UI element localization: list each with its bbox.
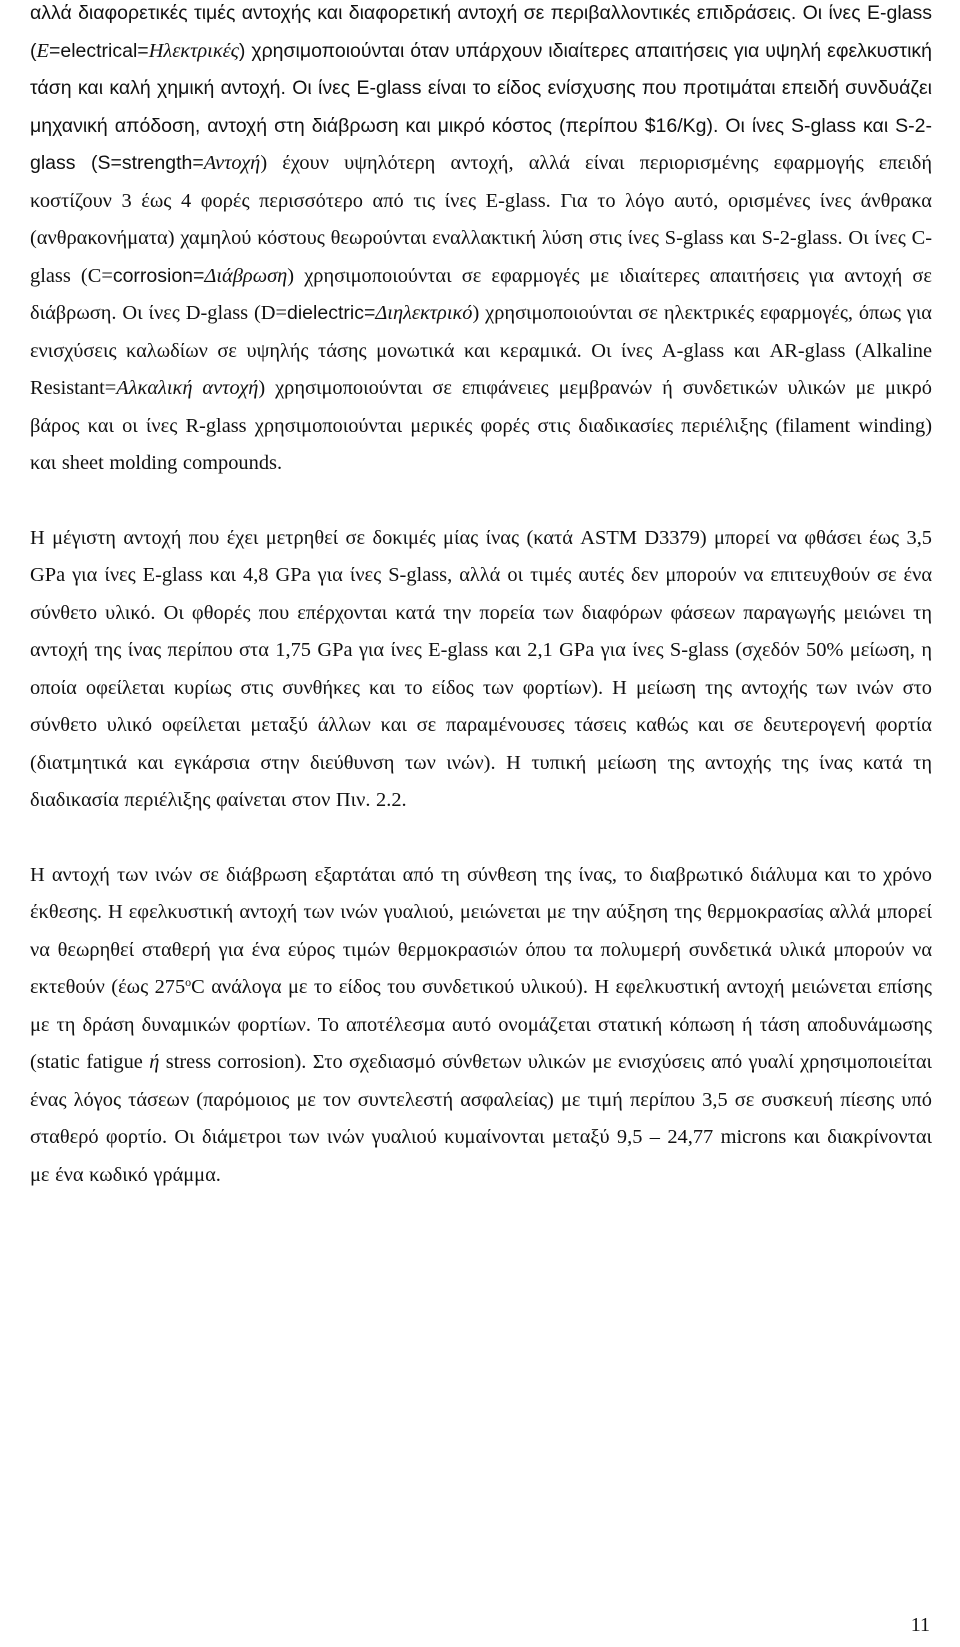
text-run: corrosion= <box>112 264 205 287</box>
paragraph-corrosion-resistance <box>30 857 932 1195</box>
text-run: Αλκαλική αντοχή <box>116 377 259 399</box>
text-run: Διάβρωση <box>204 264 288 287</box>
text-run: dielectric= <box>287 302 376 324</box>
text-run: ) χρησιμοποιούνται σε επιφάνειες μεμβρανών ή συνδετικών υλικών με μικρό βάρος και οι ίνες R-glass χρησιμοποιούνται μερικές φορές στις διαδικασίες περιέλιξης (filament winding) και sheet molding compounds. <box>30 377 933 474</box>
text-run: Αντοχή <box>203 152 261 174</box>
text-run: Ηλεκτρικές <box>148 39 239 62</box>
superscript-degree: o <box>185 974 192 989</box>
page-number: 11 <box>910 1614 930 1636</box>
text-run: ) χρησιμοποιούνται σε ηλεκτρικές εφαρμογές, όπως για ενισχύσεις καλωδίων σε υψηλής τάσης μονωτικά και κεραμικά. Οι ίνες A-glass και AR-glass (Alkaline Resistant= <box>30 302 932 399</box>
document-page <box>30 0 932 1194</box>
text-run: C ανάλογα με το είδος του συνδετικού υλικού). Η εφελκυστική αντοχή μειώνεται επίσης με τη δράση δυναμικών φορτίων. Το αποτέλεσμα αυτό ονομάζεται στατική κόπωση ή τάση αποδυνάμωσης (static fatigue <box>30 976 932 1073</box>
text-run: Διηλεκτρικό <box>375 302 473 324</box>
text-run: ) χρησιμοποιούνται σε εφαρμογές με ιδιαίτερες απαιτήσεις για αντοχή σε διάβρωση. Οι ίνες D-glass (D= <box>30 264 932 324</box>
text-run: stress corrosion). Στο σχεδιασμό σύνθετων υλικών με ενισχύσεις από γυαλί χρησιμοποιείται ένας λόγος τάσεων (παρόμοιος με τον συντελεστή ασφαλείας) με τιμή περίπου 3,5 σε συσκευή πίεσης υπό σταθερό φορτίο. Οι διάμετροι των ινών γυαλιού κυμαίνονται μεταξύ 9,5 – 24,77 microns και διακρίνονται με ένα κωδικό γράμμα. <box>30 1051 932 1186</box>
text-run: Η αντοχή των ινών σε διάβρωση εξαρτάται από τη σύνθεση της ίνας, το διαβρωτικό διάλυμα και το χρόνο έκθεσης. Η εφελκυστική αντοχή των ινών γυαλιού, μειώνεται με την αύξηση της θερμοκρασίας αλλά μπορεί να θεωρηθεί σταθερή για ένα εύρος τιμών θερμοκρασιών όπου τα πολυμερή συνδετικά υλικά μπορούν να εκτεθούν (έως 275 <box>30 863 932 998</box>
text-run: ) έχουν υψηλότερη αντοχή, αλλά είναι περιορισμένης εφαρμογής επειδή κοστίζουν 3 έως 4 φορές περισσότερο από τις ίνες E-glass. Για το λόγο αυτό, ορισμένες ίνες άνθρακα (ανθρακονήματα) χαμηλού κόστους θεωρούνται εναλλακτική λύση στις ίνες S-glass και S-2-glass. Οι ίνες C-glass (C= <box>30 152 932 287</box>
text-run: E <box>36 39 49 62</box>
paragraph-glass-fiber-types <box>30 0 932 483</box>
text-run: αλλά διαφορετικές τιμές αντοχής και διαφορετική αντοχή σε περιβαλλοντικές επιδράσεις. Οι ίνες E-glass ( <box>30 2 932 62</box>
text-run: =electrical= <box>48 39 149 62</box>
text-run: ή <box>149 1051 160 1073</box>
text-run: ) χρησιμοποιούνται όταν υπάρχουν ιδιαίτερες απαιτήσεις για υψηλή εφελκυστική τάση και καλή χημική αντοχή. Οι ίνες E-glass είναι το είδος ενίσχυσης που προτιμάται επειδή συνδυάζει μηχανική απόδοση, αντοχή στη διάβρωση και μικρό κόστος (περίπου $16/Kg). Οι ίνες S-glass και S-2-glass (S= <box>30 39 932 174</box>
paragraph-max-strength: Η μέγιστη αντοχή που έχει μετρηθεί σε δοκιμές μίας ίνας (κατά ASTM D3379) μπορεί να φθάσει έως 3,5 GPa για ίνες E-glass και 4,8 GPa για ίνες S-glass, αλλά οι τιμές αυτές δεν μπορούν να επιτευχθούν σε ένα σύνθετο υλικό. Οι φθορές που επέρχονται κατά την πορεία των διαφόρων φάσεων παραγωγής μειώνει τη αντοχή της ίνας περίπου στα 1,75 GPa για ίνες E-glass και 2,1 GPa για ίνες S-glass (σχεδόν 50% μείωση, η οποία οφείλεται κυρίως στις συνθήκες και το είδος των φορτίων). Η μείωση της αντοχής των ινών στο σύνθετο υλικό οφείλεται μεταξύ άλλων και σε παραμένουσες τάσεις καθώς και σε δευτερογενή φορτία (διατμητικά και εγκάρσια στην διεύθυνση των ινών). Η τυπική μείωση της αντοχής της ίνας κατά τη διαδικασία περιέλιξης φαίνεται στον Πιν. 2.2. <box>30 526 932 811</box>
text-run: strength= <box>121 152 204 174</box>
